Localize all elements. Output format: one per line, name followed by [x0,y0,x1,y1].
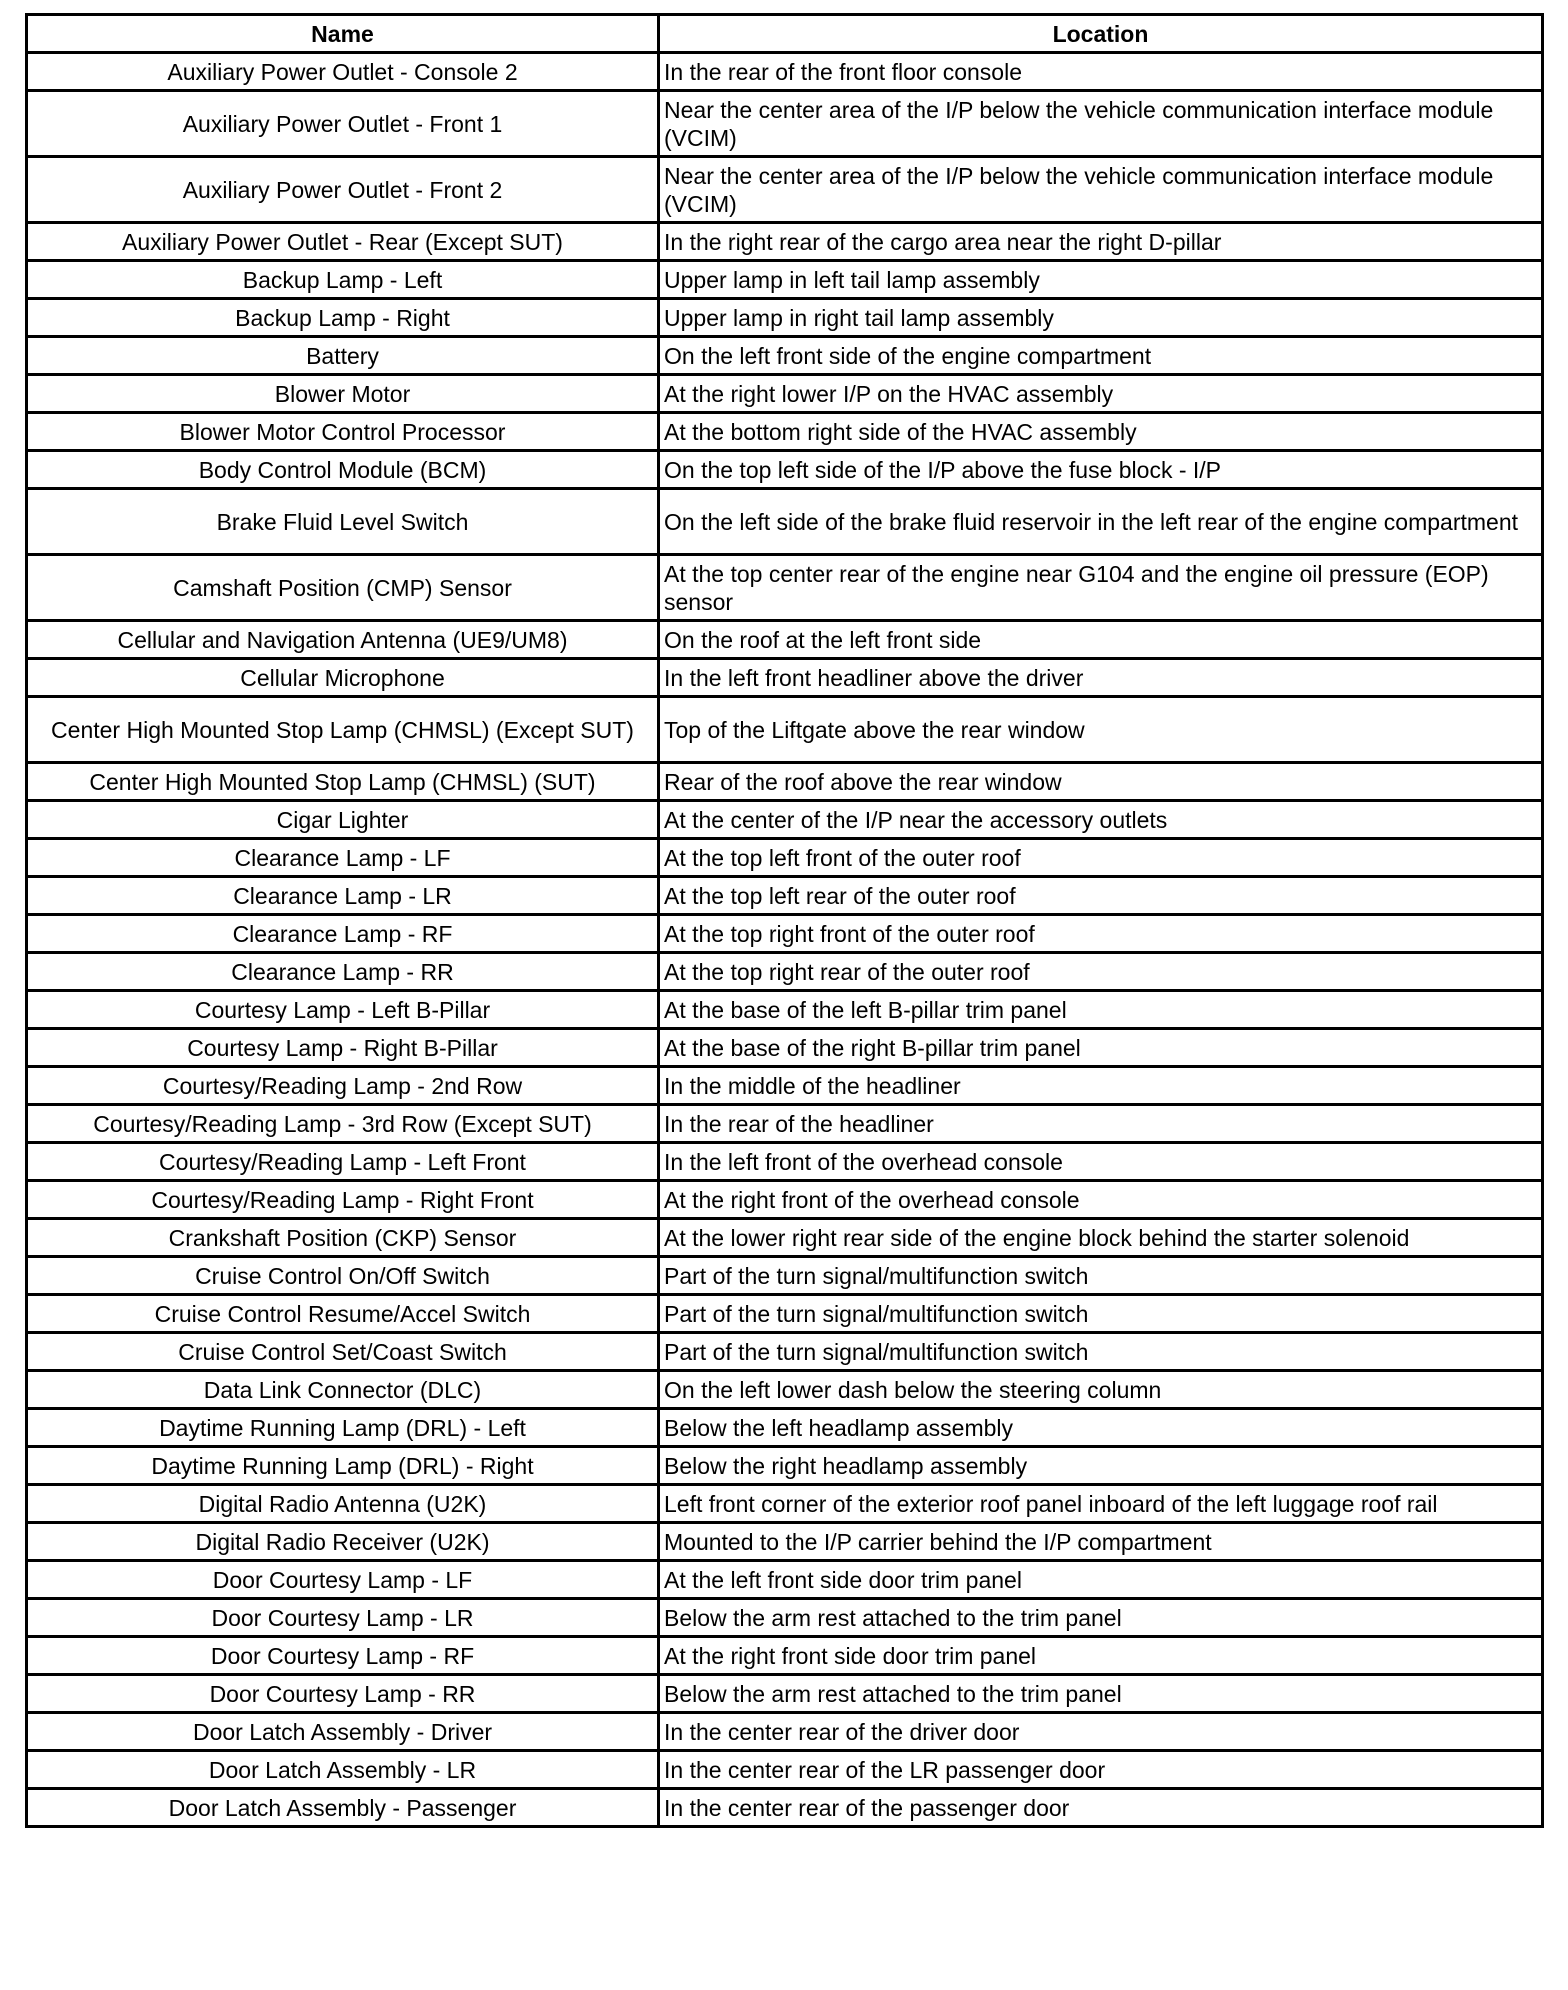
cell-location: Part of the turn signal/multifunction switch [659,1257,1543,1295]
table-row [27,1789,1543,1827]
cell-location: Mounted to the I/P carrier behind the I/P compartment [659,1523,1543,1561]
cell-name: Courtesy/Reading Lamp - 2nd Row [27,1067,659,1105]
cell-name: Door Courtesy Lamp - RR [27,1675,659,1713]
table-row [27,375,1543,413]
cell-name: Courtesy/Reading Lamp - Right Front [27,1181,659,1219]
cell-name: Cruise Control On/Off Switch [27,1257,659,1295]
cell-location: Below the left headlamp assembly [659,1409,1543,1447]
table-row [27,1713,1543,1751]
cell-location: Near the center area of the I/P below the vehicle communication interface module (VCIM) [659,91,1543,157]
cell-name: Door Courtesy Lamp - LR [27,1599,659,1637]
table-row [27,53,1543,91]
table-row [27,1599,1543,1637]
cell-location: At the top right rear of the outer roof [659,953,1543,991]
cell-name: Auxiliary Power Outlet - Front 2 [27,157,659,223]
cell-name: Courtesy Lamp - Left B-Pillar [27,991,659,1029]
cell-location: Below the right headlamp assembly [659,1447,1543,1485]
component-location-table [25,13,1544,1828]
cell-name: Cellular Microphone [27,659,659,697]
cell-location: Part of the turn signal/multifunction switch [659,1295,1543,1333]
cell-name: Door Latch Assembly - Passenger [27,1789,659,1827]
cell-name: Clearance Lamp - LF [27,839,659,877]
table-row [27,1675,1543,1713]
cell-location: In the rear of the headliner [659,1105,1543,1143]
cell-location: At the base of the right B-pillar trim panel [659,1029,1543,1067]
table-row [27,991,1543,1029]
table-row [27,1257,1543,1295]
cell-location: At the top left front of the outer roof [659,839,1543,877]
cell-location: At the lower right rear side of the engine block behind the starter solenoid [659,1219,1543,1257]
cell-location: In the right rear of the cargo area near the right D-pillar [659,223,1543,261]
cell-name: Cellular and Navigation Antenna (UE9/UM8) [27,621,659,659]
table-row [27,915,1543,953]
table-row [27,697,1543,763]
cell-name: Digital Radio Receiver (U2K) [27,1523,659,1561]
table-row [27,763,1543,801]
cell-location: In the center rear of the driver door [659,1713,1543,1751]
column-header-location: Location [659,15,1543,53]
cell-location: On the left front side of the engine compartment [659,337,1543,375]
cell-name: Backup Lamp - Left [27,261,659,299]
cell-location: Upper lamp in right tail lamp assembly [659,299,1543,337]
table-body [27,53,1543,1827]
cell-name: Cruise Control Resume/Accel Switch [27,1295,659,1333]
table-row [27,261,1543,299]
cell-location: Rear of the roof above the rear window [659,763,1543,801]
cell-name: Courtesy/Reading Lamp - Left Front [27,1143,659,1181]
cell-location: Left front corner of the exterior roof panel inboard of the left luggage roof rail [659,1485,1543,1523]
table-row [27,223,1543,261]
cell-location: In the rear of the front floor console [659,53,1543,91]
table-row [27,1371,1543,1409]
cell-location: In the center rear of the passenger door [659,1789,1543,1827]
cell-name: Backup Lamp - Right [27,299,659,337]
table-row [27,1333,1543,1371]
cell-location: At the top right front of the outer roof [659,915,1543,953]
cell-name: Digital Radio Antenna (U2K) [27,1485,659,1523]
table-row [27,801,1543,839]
table-row [27,1409,1543,1447]
cell-location: At the top left rear of the outer roof [659,877,1543,915]
cell-location: At the bottom right side of the HVAC assembly [659,413,1543,451]
cell-name: Cruise Control Set/Coast Switch [27,1333,659,1371]
table-row [27,1029,1543,1067]
cell-location: Below the arm rest attached to the trim panel [659,1675,1543,1713]
cell-name: Clearance Lamp - LR [27,877,659,915]
cell-location: At the base of the left B-pillar trim panel [659,991,1543,1029]
table-row [27,451,1543,489]
cell-name: Battery [27,337,659,375]
cell-location: Near the center area of the I/P below the vehicle communication interface module (VCIM) [659,157,1543,223]
table-row [27,413,1543,451]
table-row [27,877,1543,915]
table-row [27,299,1543,337]
table-row [27,1181,1543,1219]
cell-name: Blower Motor [27,375,659,413]
table-row [27,91,1543,157]
cell-name: Center High Mounted Stop Lamp (CHMSL) (Except SUT) [27,697,659,763]
cell-location: On the left lower dash below the steering column [659,1371,1543,1409]
table-row [27,1295,1543,1333]
cell-name: Brake Fluid Level Switch [27,489,659,555]
cell-location: Part of the turn signal/multifunction switch [659,1333,1543,1371]
table-row [27,1105,1543,1143]
cell-location: At the right front side door trim panel [659,1637,1543,1675]
table-row [27,1219,1543,1257]
cell-name: Body Control Module (BCM) [27,451,659,489]
table-row [27,1447,1543,1485]
table-header-row [27,15,1543,53]
cell-location: In the left front of the overhead console [659,1143,1543,1181]
table-row [27,1751,1543,1789]
table-row [27,157,1543,223]
cell-location: In the left front headliner above the driver [659,659,1543,697]
cell-location: At the right lower I/P on the HVAC assembly [659,375,1543,413]
cell-name: Camshaft Position (CMP) Sensor [27,555,659,621]
table-row [27,953,1543,991]
table-row [27,659,1543,697]
cell-location: Top of the Liftgate above the rear window [659,697,1543,763]
cell-location: At the center of the I/P near the accessory outlets [659,801,1543,839]
cell-name: Courtesy/Reading Lamp - 3rd Row (Except SUT) [27,1105,659,1143]
cell-location: At the right front of the overhead console [659,1181,1543,1219]
cell-name: Clearance Lamp - RF [27,915,659,953]
column-header-name: Name [27,15,659,53]
cell-name: Data Link Connector (DLC) [27,1371,659,1409]
cell-name: Auxiliary Power Outlet - Front 1 [27,91,659,157]
cell-location: At the top center rear of the engine near G104 and the engine oil pressure (EOP) sensor [659,555,1543,621]
cell-name: Daytime Running Lamp (DRL) - Left [27,1409,659,1447]
table-row [27,839,1543,877]
cell-location: In the center rear of the LR passenger door [659,1751,1543,1789]
cell-location: In the middle of the headliner [659,1067,1543,1105]
component-location-table-container [25,13,1541,1828]
cell-location: On the roof at the left front side [659,621,1543,659]
cell-location: Below the arm rest attached to the trim panel [659,1599,1543,1637]
cell-location: Upper lamp in left tail lamp assembly [659,261,1543,299]
table-row [27,1485,1543,1523]
cell-name: Center High Mounted Stop Lamp (CHMSL) (SUT) [27,763,659,801]
cell-location: At the left front side door trim panel [659,1561,1543,1599]
table-row [27,1637,1543,1675]
cell-name: Crankshaft Position (CKP) Sensor [27,1219,659,1257]
cell-location: On the top left side of the I/P above the fuse block - I/P [659,451,1543,489]
cell-name: Door Courtesy Lamp - RF [27,1637,659,1675]
table-row [27,337,1543,375]
cell-name: Daytime Running Lamp (DRL) - Right [27,1447,659,1485]
cell-name: Door Courtesy Lamp - LF [27,1561,659,1599]
table-row [27,1523,1543,1561]
cell-name: Cigar Lighter [27,801,659,839]
cell-name: Door Latch Assembly - Driver [27,1713,659,1751]
table-row [27,1143,1543,1181]
cell-name: Clearance Lamp - RR [27,953,659,991]
cell-name: Door Latch Assembly - LR [27,1751,659,1789]
table-row [27,1067,1543,1105]
cell-name: Auxiliary Power Outlet - Rear (Except SUT) [27,223,659,261]
table-row [27,555,1543,621]
table-row [27,1561,1543,1599]
cell-name: Blower Motor Control Processor [27,413,659,451]
table-row [27,489,1543,555]
table-row [27,621,1543,659]
cell-location: On the left side of the brake fluid reservoir in the left rear of the engine compartment [659,489,1543,555]
cell-name: Courtesy Lamp - Right B-Pillar [27,1029,659,1067]
cell-name: Auxiliary Power Outlet - Console 2 [27,53,659,91]
